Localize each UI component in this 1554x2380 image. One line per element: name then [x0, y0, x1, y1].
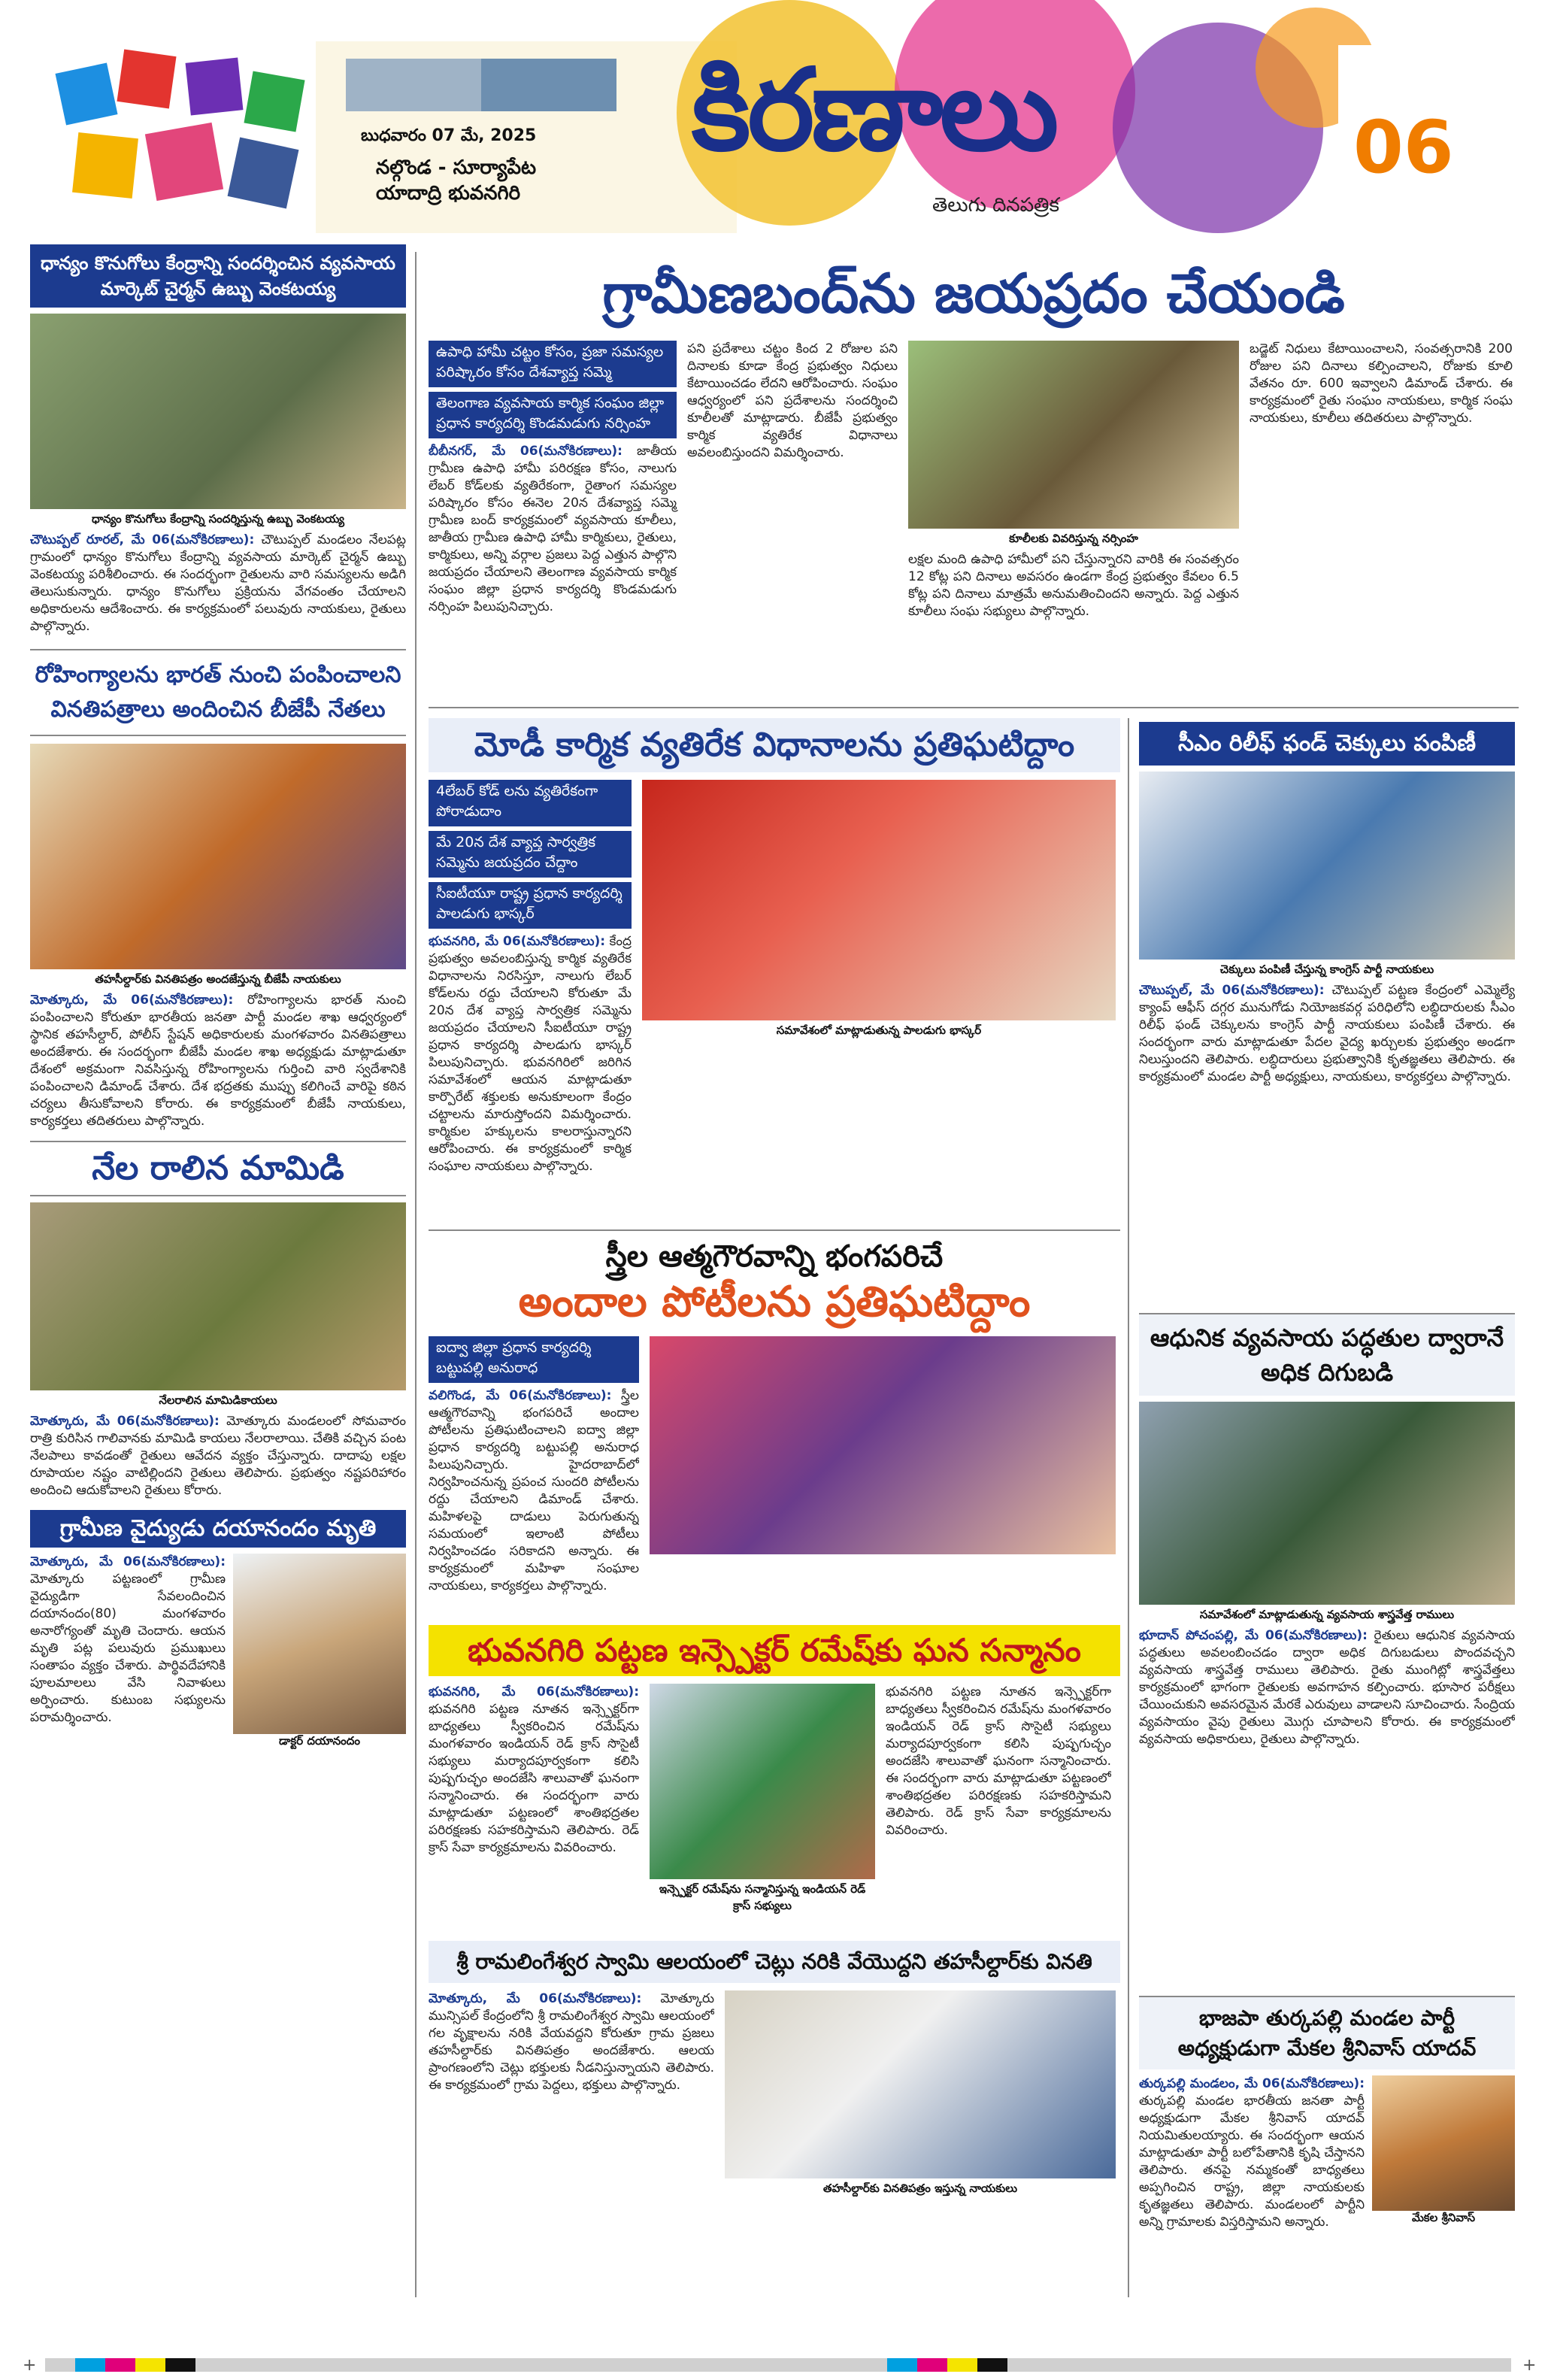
lead-bullet: తెలంగాణ వ్యవసాయ కార్మిక సంఘం జిల్లా ప్రధాన కార్యదర్శి కొండమడుగు నర్సింహ: [429, 392, 677, 438]
lead-col-2: పని ప్రదేశాలు చట్టం కింద 2 రోజుల పని దినాలకు కూడా కేంద్ర ప్రభుత్వం నిధులు కేటాయించడం లేదని ఆరోపించారు. సంఘం ఆధ్వర్యంలో పని ప్రదేశాలను సందర్శించి కూలీలతో మాట్లాడారు. బీజేపీ ప్రభుత్వం కార్మిక వ్యతిరేక విధానాలు అవలంబిస్తుందని విమర్శించారు.: [687, 341, 898, 460]
dateline: చౌటుప్పల్, మే 06(మనోకిరణాలు):: [1139, 983, 1325, 998]
article-body: లక్షల మంది ఉపాధి హామీలో పని చేస్తున్నారని వారికి ఈ సంవత్సరం 12 కోట్ల పని దినాలు అవసరం ఉండగా కేంద్ర ప్రభుత్వం కేవలం 6.5 కోట్ల పని దినాలు మాత్రమే అనుమతించిందని అన్నారు. పెద్ద ఎత్తున కూలీలు సంఘ సభ్యులు పాల్గొన్నారు.: [908, 552, 1239, 619]
obituary-photo-wrap: [233, 1554, 406, 1751]
story-mango-headline: నేల రాలిన మామిడి: [30, 1141, 406, 1196]
section-divider: [429, 707, 1519, 708]
article-body: [30, 532, 406, 635]
photo-citu-meeting: [642, 780, 1116, 1020]
lead-col-3: [908, 341, 1239, 620]
story-inspector-headline: భువనగిరి పట్టణ ఇన్స్పెక్టర్ రమేష్‌కు ఘన సన్మానం: [429, 1625, 1120, 1676]
story-temple-headline: శ్రీ రామలింగేశ్వర స్వామి ఆలయంలో చెట్లు నరికి వేయొద్దని తహసీల్దార్‌కు వినతి: [429, 1941, 1120, 1983]
story-inspector-body: [429, 1684, 1120, 1932]
article-text: చౌటుప్పల్ మండలం నేలపట్ల గ్రామంలో ధాన్యం కొనుగోలు కేంద్రాన్ని వ్యవసాయ మార్కెట్ చైర్మన్ ఉబ్బు వెంకటయ్య పరిశీలించారు. ఈ సందర్భంగా రైతులను వారి సమస్యలను అడిగి తెలుసుకున్నారు. ధాన్యం కొనుగోలు ప్రక్రియను వేగవంతం చేయాలని అధికారులను ఆదేశించారు. ఈ కార్యక్రమంలో పలువురు నాయకులు, రైతులు పాల్గొన్నారు.: [30, 532, 406, 634]
dateline: మోత్కూరు, మే 06(మనోకిరణాలు):: [429, 1991, 642, 2006]
story-bullet: మే 20న దేశ వ్యాప్త సార్వత్రిక సమ్మెను జయప్రదం చేద్దాం: [429, 831, 632, 878]
dateline: భూదాన్ పోచంపల్లి, మే 06(మనోకిరణాలు):: [1139, 1628, 1368, 1643]
photo-doctor: [233, 1554, 406, 1734]
article-body: [1139, 982, 1515, 1305]
article-body: [429, 1684, 639, 1932]
photo-labourers: [908, 341, 1239, 529]
photo-bjp-memorandum: [30, 744, 406, 969]
photo-aidwa-protest: [650, 1336, 1116, 1554]
article-text: కేంద్ర ప్రభుత్వం అవలంబిస్తున్న కార్మిక వ్యతిరేక విధానాలను నిరసిస్తూ, నాలుగు లేబర్ కోడ్‌లను రద్దు చేయాలని కోరుతూ మే 20న దేశ వ్యాప్త సార్వత్రిక సమ్మెను జయప్రదం చేయాలని సీఐటీయూ రాష్ట్ర ప్రధాన కార్యదర్శి పాలడుగు భాస్కర్ పిలుపునిచ్చారు. భువనగిరిలో జరిగిన సమావేశంలో ఆయన మాట్లాడుతూ కార్పొరేట్ శక్తులకు అనుకూలంగా కేంద్రం చట్టాలను మారుస్తోందని విమర్శించారు. కార్మికుల హక్కులను కాలరాస్తున్నారని ఆరోపించారు. ఈ కార్యక్రమంలో కార్మిక సంఘాల నాయకులు పాల్గొన్నారు.: [429, 934, 632, 1174]
article-body: [429, 443, 677, 616]
article-text: తుర్కపల్లి మండల భారతీయ జనతా పార్టీ అధ్యక్షుడుగా మేకల శ్రీనివాస్ యాదవ్ నియమితులయ్యారు. ఈ సందర్భంగా ఆయన మాట్లాడుతూ పార్టీ బలోపేతానికి కృషి చేస్తానని తెలిపారు. తనపై నమ్మకంతో బాధ్యతలు అప్పగించిన రాష్ట్ర, జిల్లా నాయకులకు కృతజ్ఞతలు తెలిపారు. మండలంలో పార్టీని అన్ని గ్రామాలకు విస్తరిస్తామని అన్నారు.: [1139, 2093, 1365, 2230]
photo-agri-meeting: [1139, 1402, 1515, 1605]
story-col: [1372, 2075, 1515, 2301]
story-rohingya-headline: రోహింగ్యాలను భారత్ నుంచి పంపించాలని వినతిపత్రాలు అందించిన బీజేపీ నేతలు: [30, 649, 406, 736]
article-body: [429, 933, 632, 1219]
photo-caption: ఇన్స్పెక్టర్ రమేష్‌ను సన్మానిస్తున్న ఇండియన్ రెడ్ క్రాస్ సభ్యులు: [659, 1882, 866, 1912]
article-text: మోత్కూరు పట్టణంలో గ్రామీణ వైద్యుడిగా సేవలందించిన దయానందం(80) మంగళవారం అనారోగ్యంతో మృతి చెందారు. ఆయన మృతి పట్ల పలువురు ప్రముఖులు సంతాపం వ్యక్తం చేశారు. పార్థివదేహానికి పూలమాలలు వేసి నివాళులు అర్పించారు. కుటుంబ సభ్యులను పరామర్శించారు.: [30, 1572, 226, 1725]
photo-cheque-distribution: [1139, 772, 1515, 960]
article-body: [30, 1413, 406, 1499]
story-bullet: ఐద్వా జిల్లా ప్రధాన కార్యదర్శి బట్టుపల్లి అనురాధ: [429, 1336, 639, 1383]
story-cmrf-headline: సీఎం రిలీఫ్ ఫండ్ చెక్కులు పంపిణీ: [1139, 722, 1515, 766]
story-doctor-headline: గ్రామీణ వైద్యుడు దయానందం మృతి: [30, 1510, 406, 1548]
center-column: [429, 718, 1120, 2209]
dateline: వలిగొండ, మే 06(మనోకిరణాలు):: [429, 1388, 612, 1403]
article-body: [429, 1990, 714, 2209]
edition-line-1: నల్గొండ - సూర్యాపేట: [376, 156, 537, 179]
article-body: [30, 1554, 226, 1751]
dateline: మోత్కూరు, మే 06(మనోకిరణాలు):: [30, 1554, 226, 1569]
masthead: [0, 0, 1554, 241]
article-text: జాతీయ గ్రామీణ ఉపాధి హామీ పరిరక్షణ కోసం, నాలుగు లేబర్ కోడ్‌లకు వ్యతిరేకంగా, రైతాంగ సమస్యల పరిష్కారం కోసం ఈనెల 20న దేశవ్యాప్త సమ్మె గ్రామీణ బంద్ కార్యక్రమంలో వ్యవసాయ కూలీలు, జాతీయ గ్రామీణ ఉపాధి హామీ కార్మికులు, రైతులు, కార్మికులు, అన్ని వర్గాల ప్రజలు పెద్ద ఎత్తున పాల్గొని జయప్రదం చేయాలని తెలంగాణ వ్యవసాయ కార్మిక సంఘం జిల్లా ప్రధాన కార్యదర్శి కొండమడుగు నర్సింహ పిలుపునిచ్చారు.: [429, 444, 677, 614]
article-body: [30, 992, 406, 1130]
story-agri-headline: ఆధునిక వ్యవసాయ పద్ధతుల ద్వారానే అధిక దిగుబడి: [1139, 1313, 1515, 1396]
column-divider: [415, 252, 417, 2297]
story-col: [725, 1990, 1116, 2209]
photo-srinivas: [1372, 2075, 1515, 2211]
article-text: మోత్కూరు మండలంలో సోమవారం రాత్రి కురిసిన గాలివానకు మామిడి కాయలు నేలరాలాయి. చేతికి వచ్చిన పంట నేలపాలు కావడంతో రైతులు ఆవేదన వ్యక్తం చేస్తున్నారు. దాదాపు లక్షల రూపాయల నష్టం వాటిల్లిందని రైతులు తెలిపారు. ప్రభుత్వం నష్టపరిహారం అందించి ఆదుకోవాలని రైతులు కోరారు.: [30, 1414, 406, 1498]
photo-caption: సమావేశంలో మాట్లాడుతున్న పాలడుగు భాస్కర్: [776, 1023, 982, 1037]
story-bullet: 4లేబర్ కోడ్ ‌లను వ్యతిరేకంగా పోరాడుదాం: [429, 780, 632, 826]
article-text: మోత్కూరు మున్సిపల్ కేంద్రంలోని శ్రీ రామలింగేశ్వర స్వామి ఆలయంలో గల వృక్షాలను నరికి వేయవద్దని కోరుతూ గ్రామ ప్రజలు తహసీల్దార్‌కు వినతిపత్రం అందజేశారు. ఆలయ ప్రాంగణంలోని చెట్లు భక్తులకు నీడనిస్తున్నాయని తెలిపారు. ఈ కార్యక్రమంలో గ్రామ పెద్దలు, భక్తులు పాల్గొన్నారు.: [429, 1991, 714, 2093]
story-col: [429, 1336, 639, 1613]
story-pageant-kicker: స్త్రీల ఆత్మగౌరవాన్ని భంగపరిచే: [605, 1239, 944, 1274]
article-text: రైతులు ఆధునిక వ్యవసాయ పద్ధతులు అవలంబించడం ద్వారా అధిక దిగుబడులు పొందవచ్చని వ్యవసాయ శాస్త్రవేత్త రాములు తెలిపారు. రైతు ముంగిట్లో శాస్త్రవేత్తలు కార్యక్రమంలో భాగంగా రైతులకు అవగాహన కల్పించారు. భూసార పరీక్షలు చేయించుకుని అవసరమైన మేరకే ఎరువులు వాడాలని సూచించారు. సేంద్రియ వ్యవసాయం వైపు రైతులు మొగ్గు చూపాలని కోరారు. ఈ కార్యక్రమంలో వ్యవసాయ అధికారులు, రైతులు పాల్గొన్నారు.: [1139, 1628, 1515, 1747]
photo-caption: మేకల శ్రీనివాస్: [1411, 2211, 1476, 2224]
story-labour-body: [429, 780, 1120, 1219]
dateline: మోత్కూరు, మే 06(మనోకిరణాలు):: [30, 993, 234, 1008]
edition-name: [376, 155, 536, 206]
photo-caption: డాక్టర్ దయానందం: [279, 1734, 360, 1748]
dateline: బీబీనగర్, మే 06(మనోకిరణాలు):: [429, 444, 623, 459]
photo-caption: ధాన్యం కొనుగోలు కేంద్రాన్ని సందర్శిస్తున్న ఉబ్బు వెంకటయ్య: [91, 512, 345, 526]
photo-temple-memorandum: [725, 1990, 1116, 2178]
article-body: [1139, 2075, 1365, 2301]
story-col: [642, 780, 1116, 1219]
svg-text:+: +: [1522, 2356, 1537, 2375]
dateline: మోత్కూరు, మే 06(మనోకిరణాలు):: [30, 1414, 220, 1429]
story-temple-body: [429, 1990, 1120, 2209]
article-body: [1139, 1627, 1515, 1988]
story-pageant-headline: అందాల పోటీలను ప్రతిఘటిద్దాం: [518, 1278, 1031, 1326]
social-media-cubes-image: [45, 38, 331, 226]
lead-bullet: ఉపాధి హామీ చట్టం కోసం, ప్రజా సమస్యల పరిష్కారం కోసం దేశవ్యాప్త సమ్మె: [429, 341, 677, 387]
article-body-continued: భువనగిరి పట్టణ నూతన ఇన్స్పెక్టర్‌గా బాధ్యతలు స్వీకరించిన రమేష్‌ను మంగళవారం ఇండియన్ రెడ్ క్రాస్ సొసైటీ సభ్యులు మర్యాదపూర్వకంగా కలిసి పుష్పగుచ్ఛం అందజేసి శాలువాతో ఘనంగా సన్మానించారు. ఈ సందర్భంగా వారు మాట్లాడుతూ పట్టణంలో శాంతిభద్రతల పరిరక్షణకు సహకరిస్తామని తెలిపారు. రెడ్ క్రాస్ సేవా కార్యక్రమాలను వివరించారు.: [886, 1684, 1111, 1838]
photo-caption: సమావేశంలో మాట్లాడుతున్న వ్యవసాయ శాస్త్రవేత్త రాములు: [1199, 1608, 1455, 1621]
left-column: [30, 244, 406, 1751]
photo-caption: చెక్కులు పంపిణీ చేస్తున్న కాంగ్రెస్ పార్టీ నాయకులు: [1219, 963, 1434, 976]
lead-col-1: [429, 341, 677, 620]
photo-caption: కూలీలకు వివరిస్తున్న నర్సింహ: [1009, 532, 1138, 545]
print-color-bar: [0, 2354, 1554, 2376]
story-bjp-president-headline: భాజపా తుర్కపల్లి మండల పార్టీ అధ్యక్షుడుగా మేకల శ్రీనివాస్ యాదవ్: [1139, 1996, 1515, 2069]
right-column: [1139, 722, 1515, 2301]
edition-line-2: యాదాద్రి భువనగిరి: [376, 182, 521, 205]
article-text: రోహింగ్యాలను భారత్ నుంచి పంపించాలని కోరుతూ భారతీయ జనతా పార్టీ మండల శాఖ ఆధ్వర్యంలో స్థానిక తహసీల్దార్, పోలీస్ స్టేషన్ అధికారులకు మంగళవారం వినతిపత్రాలు అందజేశారు. ఈ సందర్భంగా బీజేపీ మండల శాఖ అధ్యక్షుడు మాట్లాడుతూ దేశంలో అక్రమంగా నివసిస్తున్న రోహింగ్యాలను గుర్తించి వారి స్వదేశానికి పంపించాలని డిమాండ్ చేశారు. దేశ భద్రతకు ముప్పు కలిగించే వారిపై కఠిన చర్యలు తీసుకోవాలని కోరారు. ఈ కార్యక్రమంలో బీజేపీ నాయకులు, కార్యకర్తలు తదితరులు పాల్గొన్నారు.: [30, 993, 406, 1129]
story-market-chairman-headline: ధాన్యం కొనుగోలు కేంద్రాన్ని సందర్శించిన వ్యవసాయ మార్కెట్ చైర్మన్ ఉబ్బు వెంకటయ్య: [30, 244, 406, 308]
lead-col-4: బడ్జెట్ నిధులు కేటాయించాలని, సంవత్సరానికి 200 రోజుల పని దినాలు కల్పించాలని, రోజుకు కూలి వేతనం రూ. 600 ఇవ్వాలని డిమాండ్ చేశారు. ఈ కార్యక్రమంలో రైతు సంఘం నాయకులు, కార్మిక సంఘ నాయకులు, కూలీలు తదితరులు పాల్గొన్నారు.: [1250, 341, 1513, 426]
newspaper-brand: కిరణాలు: [692, 45, 1056, 176]
story-bullet: సీఐటీయూ రాష్ట్ర ప్రధాన కార్యదర్శి పాలడుగు భాస్కర్: [429, 882, 632, 929]
article-text: భువనగిరి పట్టణ నూతన ఇన్స్పెక్టర్‌గా బాధ్యతలు స్వీకరించిన రమేష్‌ను మంగళవారం ఇండియన్ రెడ్ క్రాస్ సొసైటీ సభ్యులు మర్యాదపూర్వకంగా కలిసి పుష్పగుచ్ఛం అందజేసి శాలువాతో ఘనంగా సన్మానించారు. ఈ సందర్భంగా వారు మాట్లాడుతూ పట్టణంలో శాంతిభద్రతల పరిరక్షణకు సహకరిస్తామని తెలిపారు. రెడ్ క్రాస్ సేవా కార్యక్రమాలను వివరించారు.: [429, 1702, 639, 1855]
newspaper-tagline: తెలుగు దినపత్రిక: [932, 194, 1060, 217]
dateline: భువనగిరి, మే 06(మనోకిరణాలు):: [429, 1684, 639, 1699]
obituary-block: [30, 1554, 406, 1751]
photo-grain-centre: [30, 314, 406, 509]
story-col: [650, 1684, 875, 1932]
dateline: భువనగిరి, మే 06(మనోకిరణాలు):: [429, 934, 606, 949]
story-bjp-president-body: [1139, 2075, 1515, 2301]
lead-columns: [429, 341, 1519, 620]
lead-headline: గ్రామీణబంద్‌ను జయప్రదం చేయండి: [602, 262, 1345, 325]
story-labour-headline: మోడీ కార్మిక వ్యతిరేక విధానాలను ప్రతిఘటిద్దాం: [429, 718, 1120, 772]
dateline: చౌటుప్పల్ రూరల్, మే 06(మనోకిరణాలు):: [30, 532, 255, 547]
story-col: [429, 780, 632, 1219]
photo-fallen-mangoes: [30, 1202, 406, 1390]
lead-story: [429, 252, 1519, 620]
photo-caption: తహసీల్దార్‌కు వినతిపత్రం అందజేస్తున్న బీజేపీ నాయకులు: [95, 972, 341, 986]
story-pageant-body: [429, 1336, 1120, 1613]
page-number: 06: [1353, 105, 1454, 189]
photo-caption: తహసీల్దార్‌కు వినతిపత్రం ఇస్తున్న నాయకులు: [822, 2181, 1018, 2195]
photo-inspector-felicitation: [650, 1684, 875, 1879]
section-divider: [429, 1229, 1120, 1231]
dateline: తుర్కపల్లి మండలం, మే 06(మనోకిరణాలు):: [1139, 2076, 1365, 2091]
article-body: [429, 1387, 639, 1613]
svg-text:+: +: [23, 2356, 37, 2375]
article-text: చౌటుప్పల్ పట్టణ కేంద్రంలో ఎమ్మెల్యే క్యాంప్ ఆఫీస్ దగ్గర మునుగోడు నియోజకవర్గ పరిధిలోని లబ్ధిదారులకు సీఎం రిలీఫ్ ఫండ్ చెక్కులను కాంగ్రెస్ పార్టీ నాయకులు పంపిణీ చేశారు. ఈ సందర్భంగా వారు మాట్లాడుతూ పేదల వైద్య ఖర్చులకు ప్రభుత్వం అండగా నిలుస్తుందని తెలిపారు. లబ్ధిదారులు ప్రభుత్వానికి కృతజ్ఞతలు తెలిపారు. ఈ కార్యక్రమంలో మండల పార్టీ అధ్యక్షులు, నాయకులు, కార్యకర్తలు పాల్గొన్నారు.: [1139, 983, 1515, 1084]
column-divider: [1128, 718, 1129, 2297]
photo-caption: నేలరాలిన మామిడికాయలు: [159, 1393, 277, 1407]
article-text: స్త్రీల ఆత్మగౌరవాన్ని భంగపరిచే అందాల పోటీలను ప్రతిఘటించాలని ఐద్వా జిల్లా ప్రధాన కార్యదర్శి బట్టుపల్లి అనురాధ పిలుపునిచ్చారు. హైదరాబాద్‌లో నిర్వహించనున్న ప్రపంచ సుందరి పోటీలను రద్దు చేయాలని డిమాండ్ చేశారు. మహిళలపై దాడులు పెరుగుతున్న సమయంలో ఇలాంటి పోటీలు నిర్వహించడం సరికాదని అన్నారు. ఈ కార్యక్రమంలో మహిళా సంఘాల నాయకులు, కార్యకర్తలు పాల్గొన్నారు.: [429, 1388, 639, 1593]
issue-date: బుధవారం 07 మే, 2025: [361, 126, 537, 145]
